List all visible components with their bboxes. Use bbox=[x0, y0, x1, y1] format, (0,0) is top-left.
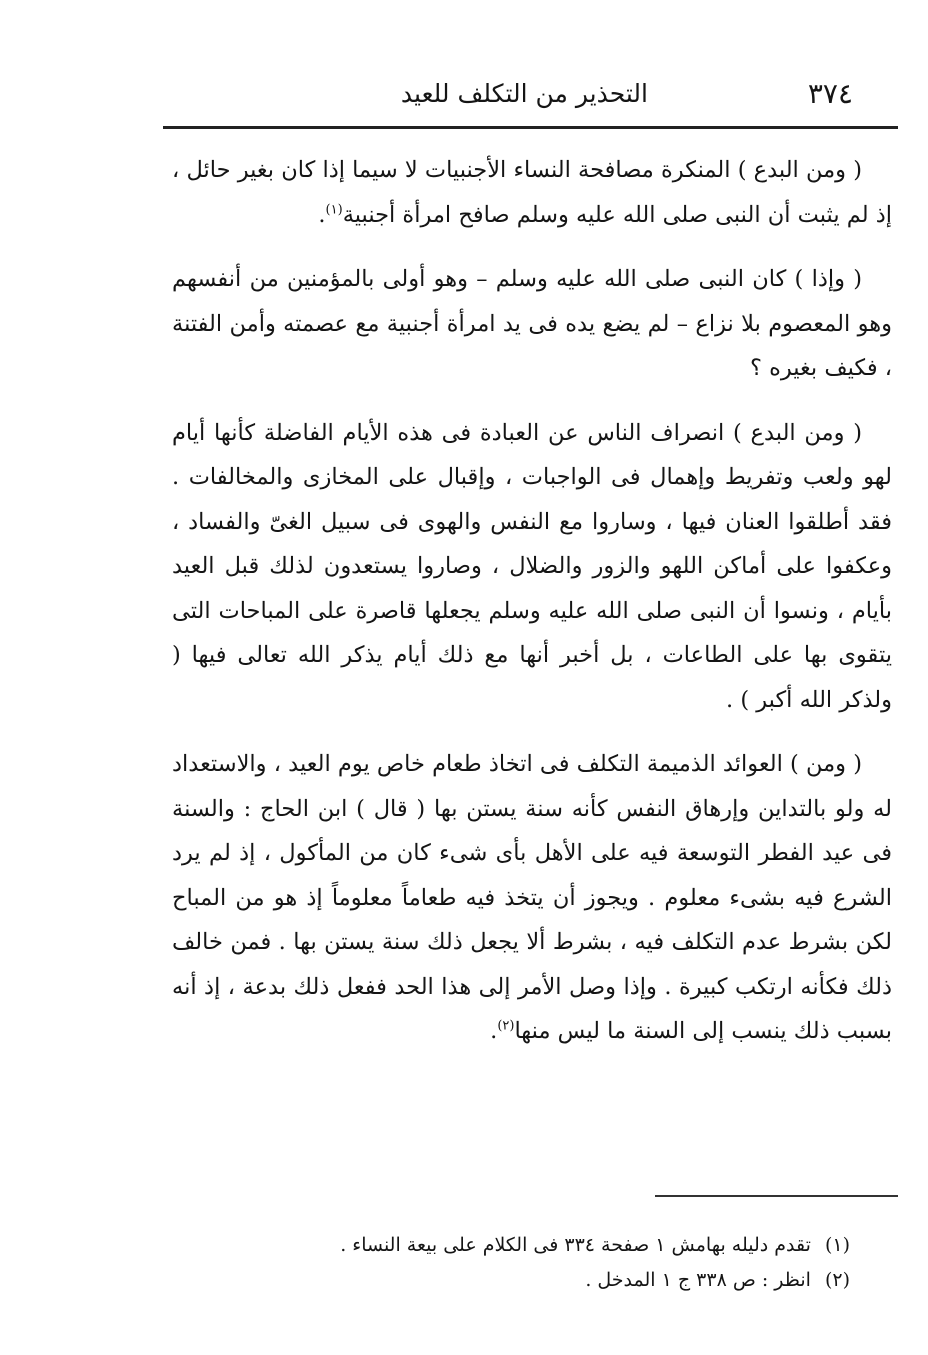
page-header bbox=[163, 70, 898, 120]
footnote-1 bbox=[250, 1228, 850, 1263]
paragraph-4-tail: . bbox=[490, 1018, 498, 1044]
paragraph-4 bbox=[172, 742, 892, 1054]
footnote-2-text: انظر : ص ٣٣٨ ج ١ المدخل . bbox=[585, 1269, 811, 1291]
footnote-rule bbox=[655, 1195, 898, 1197]
footnote-1-number: (١) bbox=[824, 1234, 850, 1256]
footnote-marker-2: (٢) bbox=[497, 1018, 515, 1034]
footnotes bbox=[250, 1228, 850, 1298]
paragraph-3-text: ( ومن البدع ) انصراف الناس عن العبادة فى هذه الأيام الفاضلة كأنها أيام لهو ولعب وتفريط وإهمال فى الواجبات ، وإقبال على المخازى والمخالفات . فقد أطلقوا العنان فيها ، وساروا مع النفس والهوى فى سبيل الغىّ والفساد ، وعكفوا على أماكن اللهو والزور والضلال ، وصاروا يستعدون لذلك قبل العيد بأيام ، ونسوا أن النبى صلى الله عليه وسلم يجعلها قاصرة على المباحات التى يتقوى بها على الطاعات ، بل أخبر أنها مع ذلك أيام يذكر الله تعالى فيها ( ولذكر الله أكبر ) . bbox=[172, 419, 892, 713]
paragraph-2 bbox=[172, 257, 892, 391]
footnote-2 bbox=[250, 1263, 850, 1298]
paragraph-1 bbox=[172, 148, 892, 237]
footnote-2-number: (٢) bbox=[824, 1269, 850, 1291]
paragraph-3 bbox=[172, 411, 892, 723]
paragraph-4-text: ( ومن ) العوائد الذميمة التكلف فى اتخاذ طعام خاص يوم العيد ، والاستعداد له ولو بالتداين وإرهاق النفس كأنه سنة يستن بها ( قال ) ابن الحاج : والسنة فى عيد الفطر التوسعة فيه على الأهل بأى شىء كان من المأكول ، إذ لم يرد الشرع فيه بشىء معلوم . ويجوز أن يتخذ فيه طعاماً معلوماً إذ هو من المباح لكن بشرط عدم التكلف فيه ، بشرط ألا يجعل ذلك سنة يستن بها . فمن خالف ذلك فكأنه ارتكب كبيرة . وإذا وصل الأمر إلى هذا الحد ففعل ذلك بدعة ، إذ أنه بسبب ذلك ينسب إلى السنة ما ليس منها bbox=[172, 751, 892, 1044]
main-text bbox=[172, 148, 892, 1074]
running-title: التحذير من التكلف للعيد bbox=[400, 79, 648, 108]
paragraph-2-text: ( وإذا ) كان النبى صلى الله عليه وسلم – وهو أولى بالمؤمنين من أنفسهم وهو المعصوم بلا نزاع – لم يضع يده فى يد امرأة أجنبية مع عصمته وأمن الفتنة ، فكيف بغيره ؟ bbox=[172, 266, 892, 381]
footnote-1-text: تقدم دليله بهامش ١ صفحة ٣٣٤ فى الكلام على بيعة النساء . bbox=[340, 1234, 811, 1256]
paragraph-1-tail: . bbox=[318, 201, 326, 228]
header-rule bbox=[163, 126, 898, 129]
footnote-marker-1: (١) bbox=[325, 202, 343, 217]
page-number: ٣٧٤ bbox=[807, 77, 853, 110]
paragraph-1-text: ( ومن البدع ) المنكرة مصافحة النساء الأجنبيات لا سيما إذا كان بغير حائل ، إذ لم يثبت أن النبى صلى الله عليه وسلم صافح امرأة أجنبية bbox=[172, 157, 892, 228]
